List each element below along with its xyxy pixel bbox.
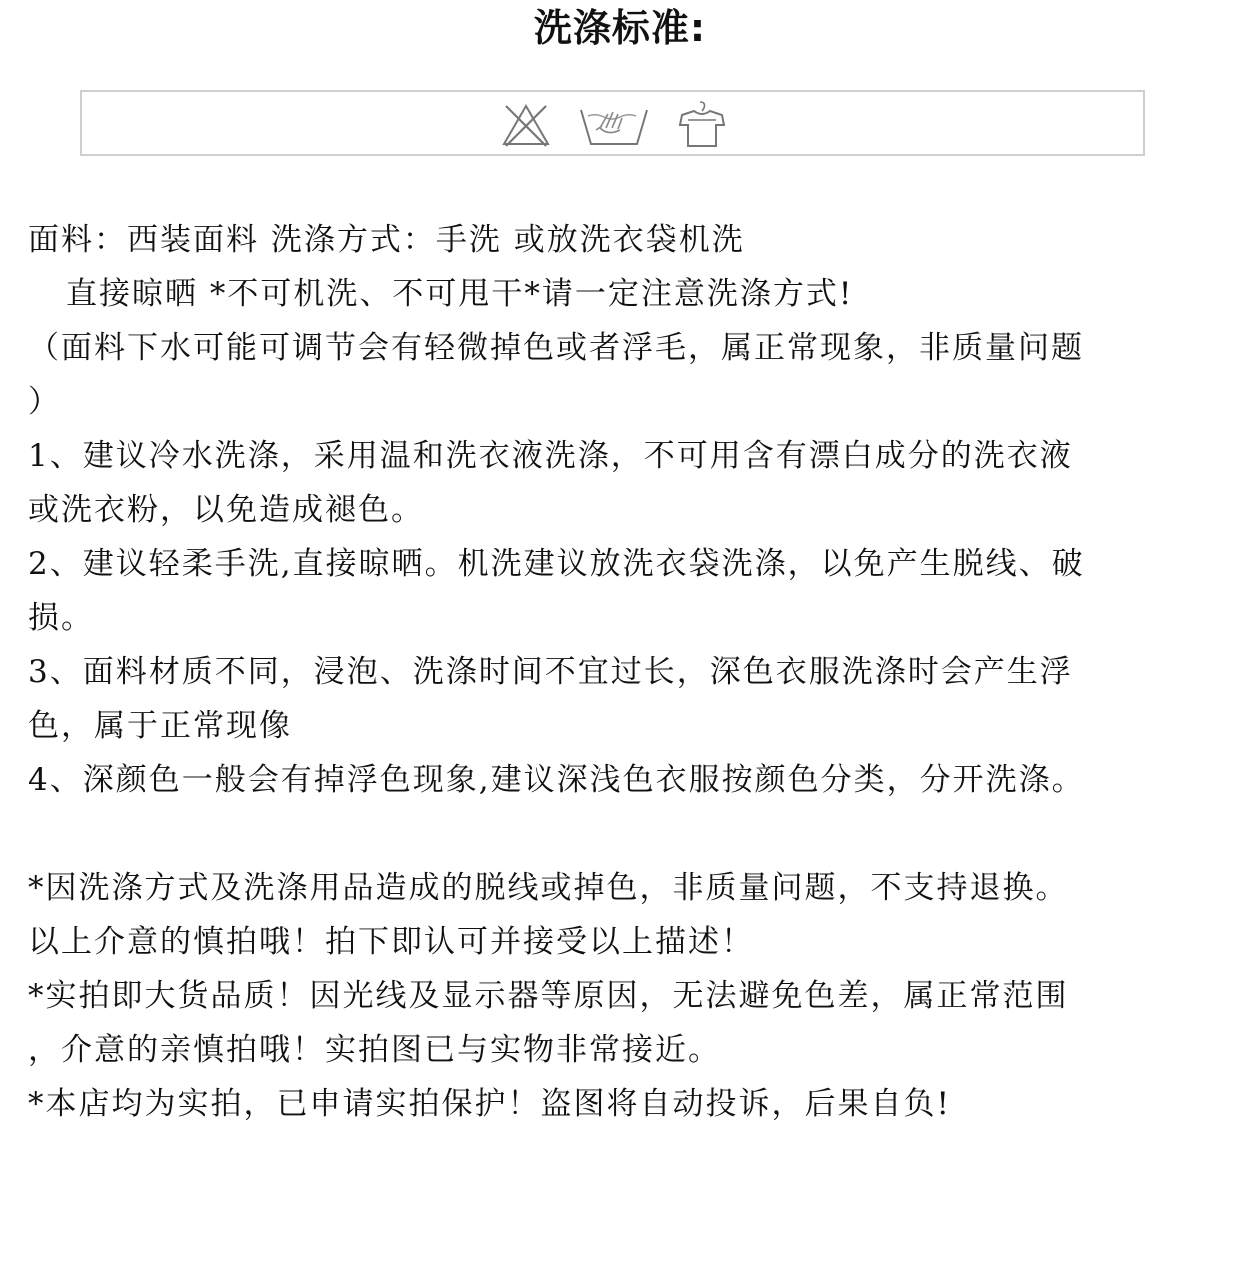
return-notice-line-b: 以上介意的慎拍哦！拍下即认可并接受以上描述！ (28, 924, 754, 960)
fabric-line: 面料：西装面料 洗涤方式：手洗 或放洗衣袋机洗 (28, 222, 745, 258)
real-photo-line-a: *实拍即大货品质！因光线及显示器等原因，无法避免色差，属正常范围 (28, 978, 1069, 1014)
dry-method-line: 直接晾晒 *不可机洗、不可甩干*请一定注意洗涤方式! (66, 276, 854, 312)
hang-dry-icon (674, 100, 730, 150)
tip-1-line-a: 1、建议冷水洗涤，采用温和洗衣液洗涤，不可用含有漂白成分的洗衣液 (28, 438, 1073, 474)
tip-4-line: 4、深颜色一般会有掉浮色现象,建议深浅色衣服按颜色分类，分开洗涤。 (28, 762, 1085, 798)
paragraph-spacer (28, 807, 1218, 861)
care-instructions-text (28, 213, 1218, 1131)
real-photo-line-b: ，介意的亲慎拍哦！实拍图已与实物非常接近。 (28, 1032, 721, 1068)
photo-protection-line: *本店均为实拍，已申请实拍保护！盗图将自动投诉，后果自负! (28, 1086, 951, 1122)
fading-note-line: （面料下水可能可调节会有轻微掉色或者浮毛，属正常现象，非质量问题 (28, 330, 1084, 366)
page-title: 洗涤标准: (533, 6, 707, 50)
hand-wash-icon (578, 100, 650, 150)
tip-1-line-b: 或洗衣粉，以免造成褪色。 (28, 492, 424, 528)
care-symbols-box (80, 90, 1145, 156)
tip-2-line-a: 2、建议轻柔手洗,直接晾晒。机洗建议放洗衣袋洗涤，以免产生脱线、破 (28, 546, 1085, 582)
tip-3-line-b: 色，属于正常现像 (28, 708, 292, 744)
do-not-bleach-icon (500, 100, 552, 150)
tip-2-line-b: 损。 (28, 600, 94, 636)
return-notice-line-a: *因洗涤方式及洗涤用品造成的脱线或掉色，非质量问题，不支持退换。 (28, 870, 1069, 906)
fading-note-line-end: ） (28, 384, 61, 420)
tip-3-line-a: 3、面料材质不同，浸泡、洗涤时间不宜过长，深色衣服洗涤时会产生浮 (28, 654, 1073, 690)
